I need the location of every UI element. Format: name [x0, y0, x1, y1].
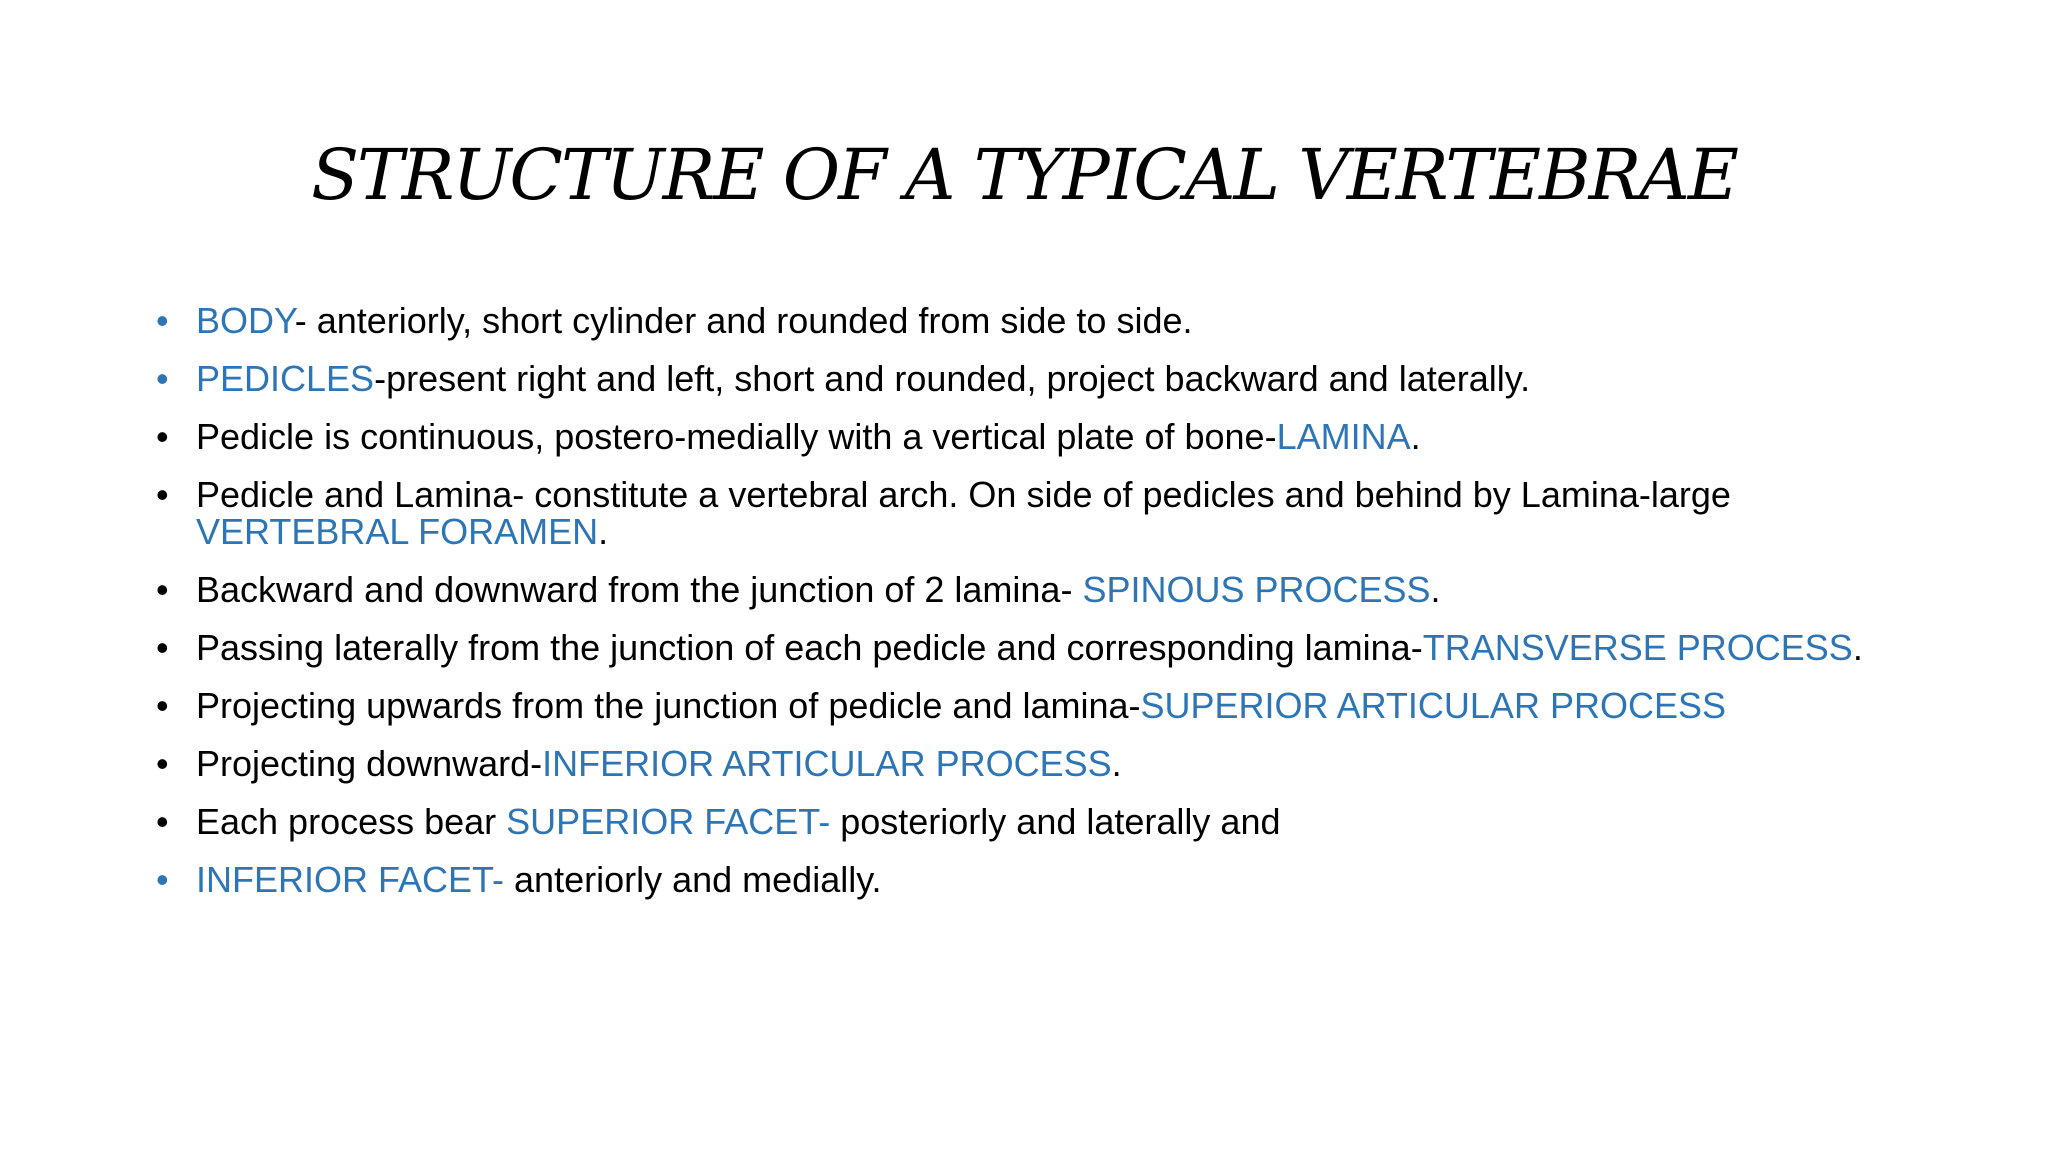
bullet-term: LAMINA [1276, 416, 1411, 457]
bullet-dot-icon: • [156, 416, 169, 457]
bullet-term: SPINOUS PROCESS [1082, 569, 1431, 610]
bullet-term: SUPERIOR FACET- [506, 801, 831, 842]
bullet-item [152, 629, 1912, 666]
bullet-item [152, 745, 1912, 782]
bullet-text: . [1430, 569, 1441, 610]
bullet-dot-icon: • [156, 300, 169, 341]
bullet-text: Each process bear [196, 801, 507, 842]
bullet-dot-icon: • [156, 569, 169, 610]
bullet-dot-icon: • [156, 801, 169, 842]
bullet-text: -present right and left, short and rounded, project backward and laterally. [374, 358, 1531, 399]
bullet-text: . [1852, 627, 1863, 668]
bullet-item [152, 687, 1912, 724]
bullet-text: Projecting downward- [196, 743, 543, 784]
bullet-term: TRANSVERSE PROCESS [1422, 627, 1853, 668]
bullet-dot-icon: • [156, 743, 169, 784]
bullet-text: . [598, 511, 609, 552]
bullet-dot-icon: • [156, 685, 169, 726]
bullet-dot-icon: • [156, 859, 169, 900]
bullet-text: Passing laterally from the junction of each pedicle and corresponding lamina- [196, 627, 1423, 668]
bullet-text: - anteriorly, short cylinder and rounded from side to side. [294, 300, 1193, 341]
bullet-term: BODY [196, 300, 295, 341]
bullet-list [152, 302, 1912, 919]
bullet-text: Pedicle is continuous, postero-medially with a vertical plate of bone- [196, 416, 1277, 457]
bullet-text: anteriorly and medially. [504, 859, 882, 900]
bullet-dot-icon: • [156, 358, 169, 399]
bullet-term: PEDICLES [196, 358, 375, 399]
bullet-item [152, 360, 1912, 397]
bullet-item [152, 861, 1912, 898]
bullet-text: posteriorly and laterally and [830, 801, 1281, 842]
bullet-item [152, 803, 1912, 840]
bullet-item [152, 476, 1912, 550]
bullet-text: Backward and downward from the junction of 2 lamina- [196, 569, 1083, 610]
bullet-item [152, 571, 1912, 608]
bullet-term: INFERIOR ARTICULAR PROCESS [542, 743, 1112, 784]
bullet-dot-icon: • [156, 627, 169, 668]
slide-title: STRUCTURE OF A TYPICAL VERTEBRAE [311, 134, 1737, 216]
bullet-item [152, 418, 1912, 455]
bullet-text: . [1410, 416, 1421, 457]
bullet-text: Pedicle and Lamina- constitute a vertebral arch. On side of pedicles and behind by Lamina-large [196, 474, 1731, 515]
bullet-text: Projecting upwards from the junction of pedicle and lamina- [196, 685, 1141, 726]
bullet-term: INFERIOR FACET- [196, 859, 505, 900]
bullet-dot-icon: • [156, 474, 169, 515]
bullet-text: . [1111, 743, 1122, 784]
bullet-term: SUPERIOR ARTICULAR PROCESS [1140, 685, 1726, 726]
bullet-item [152, 302, 1912, 339]
bullet-term: VERTEBRAL FORAMEN [196, 511, 599, 552]
